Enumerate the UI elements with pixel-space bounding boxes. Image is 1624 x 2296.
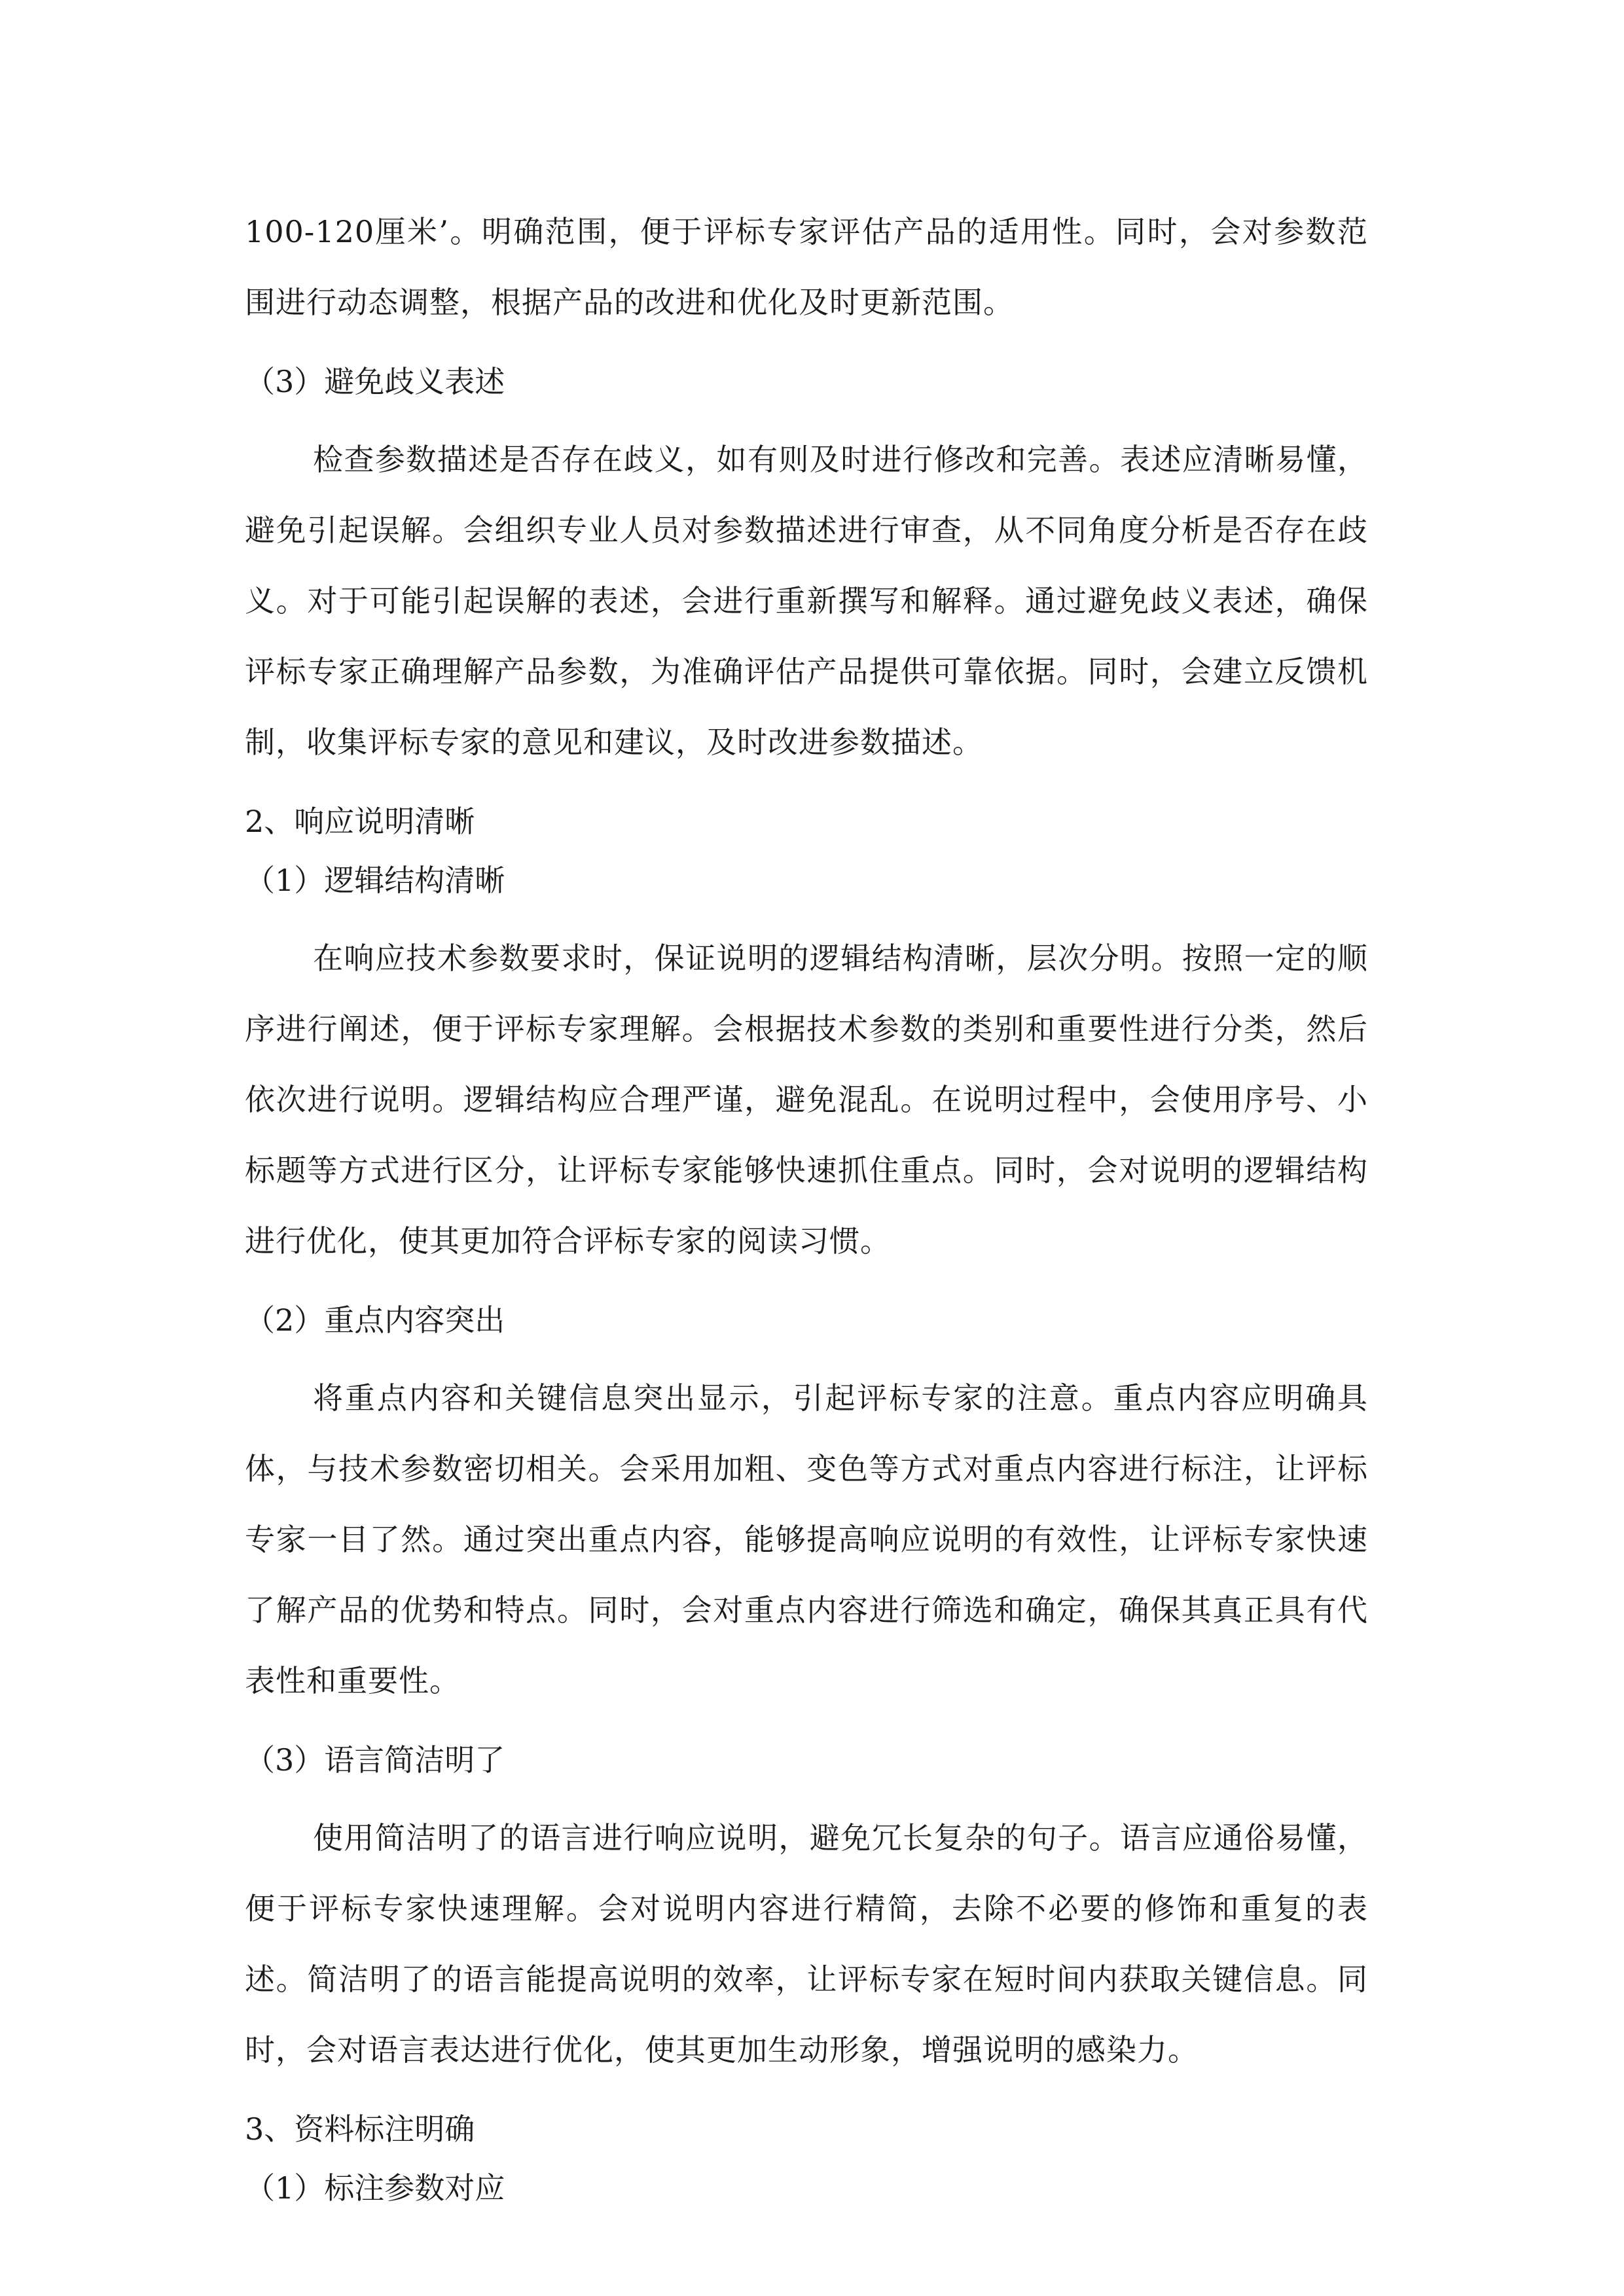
subheading-parameter-mapping: （1）标注参数对应: [245, 2170, 505, 2206]
section-heading-material-annotation: 3、资料标注明确: [245, 2111, 475, 2147]
paragraph-logical-structure: 在响应技术参数要求时，保证说明的逻辑结构清晰，层次分明。按照一定的顺序进行阐述，便于评标专家理解。会根据技术参数的类别和重要性进行分类，然后依次进行说明。逻辑结构应合理严谨，避免混乱。在说明过程中，会使用序号、小标题等方式进行区分，让评标专家能够快速抓住重点。同时，会对说明的逻辑结构进行优化，使其更加符合评标专家的阅读习惯。: [245, 941, 1368, 1259]
paragraph-range-note: 100-120厘米’。明确范围，便于评标专家评估产品的适用性。同时，会对参数范围进行动态调整，根据产品的改进和优化及时更新范围。: [245, 214, 1368, 320]
section-heading-response-clarity: 2、响应说明清晰: [245, 804, 475, 839]
subheading-concise-language: （3）语言简洁明了: [245, 1742, 505, 1778]
subheading-logical-structure: （1）逻辑结构清晰: [245, 863, 505, 898]
paragraph-key-content: 将重点内容和关键信息突出显示，引起评标专家的注意。重点内容应明确具体，与技术参数密切相关。会采用加粗、变色等方式对重点内容进行标注，让评标专家一目了然。通过突出重点内容，能够提高响应说明的有效性，让评标专家快速了解产品的优势和特点。同时，会对重点内容进行筛选和确定，确保其真正具有代表性和重要性。: [245, 1380, 1368, 1698]
subheading-avoid-ambiguity: （3）避免歧义表述: [245, 364, 505, 399]
paragraph-avoid-ambiguity: 检查参数描述是否存在歧义，如有则及时进行修改和完善。表述应清晰易懂，避免引起误解。会组织专业人员对参数描述进行审查，从不同角度分析是否存在歧义。对于可能引起误解的表述，会进行重新撰写和解释。通过避免歧义表述，确保评标专家正确理解产品参数，为准确评估产品提供可靠依据。同时，会建立反馈机制，收集评标专家的意见和建议，及时改进参数描述。: [245, 442, 1368, 760]
subheading-key-content: （2）重点内容突出: [245, 1302, 505, 1338]
paragraph-concise-language: 使用简洁明了的语言进行响应说明，避免冗长复杂的句子。语言应通俗易懂，便于评标专家快速理解。会对说明内容进行精简，去除不必要的修饰和重复的表述。简洁明了的语言能提高说明的效率，让评标专家在短时间内获取关键信息。同时，会对语言表达进行优化，使其更加生动形象，增强说明的感染力。: [245, 1820, 1368, 2068]
document-body: [245, 196, 1368, 2231]
